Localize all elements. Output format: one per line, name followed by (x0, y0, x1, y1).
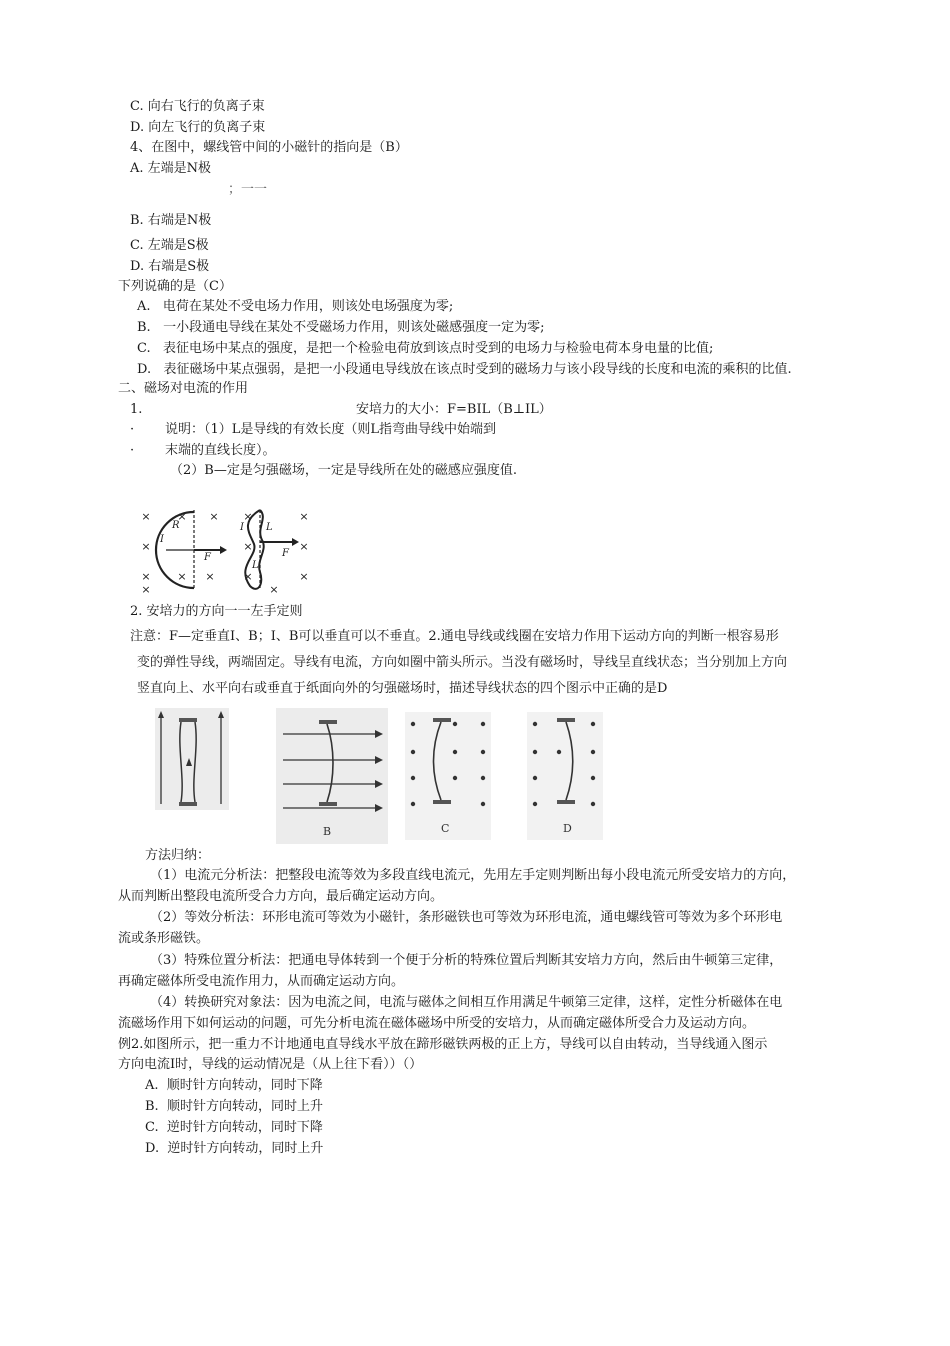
method1-line1: （1）电流元分析法：把整段电流等效为多段直线电流元，先用左手定则判断出每小段电流元所受安培力的方向， (150, 868, 796, 883)
q4-stem: 4、在图中，螺线管中间的小磁针的指向是（B） (130, 140, 408, 155)
field-cross-mark: × (243, 570, 253, 583)
note3-line2: 变的弹性导线，两端固定。导线有电流，方向如圈中箭头所示。当没有磁场时，导线呈直线状态；当分别加上方向 (137, 655, 788, 670)
q5-option-b: B. 一小段通电导线在某处不受磁场力作用，则该处磁感强度一定为零; (137, 320, 545, 335)
label-i: I (240, 522, 244, 533)
field-cross-mark: × (299, 510, 309, 523)
method2-line1: （2）等效分析法：环形电流可等效为小磁针，条形磁铁也可等效为环形电流，通电螺线管可等效为多个环形电 (150, 910, 783, 925)
section-title: 二、磁场对电流的作用 (118, 381, 249, 396)
diagram-d (527, 712, 603, 840)
label-l: L (266, 522, 273, 533)
q5-option-d: D. 表征磁场中某点强弱，是把一小段通电导线放在该点时受到的磁场力与该小段导线的长度和电流的乘积的比值. (137, 362, 792, 377)
diagram-b (276, 708, 388, 844)
ampere-force-formula: 安培力的大小：F=BIL（B⊥IL） (356, 402, 552, 417)
label-f: F (204, 552, 211, 563)
field-cross-mark: × (141, 583, 151, 596)
note3-line1: 注意：F—定垂直I、B；I、B可以垂直可以不垂直。2.通电导线或线圈在安培力作用下运动方向的判断一根容易形 (130, 629, 779, 644)
q4-option-c: C. 左端是S极 (130, 238, 209, 253)
force-arrow-head-2 (292, 538, 299, 546)
item1-number: 1. (130, 402, 143, 417)
q5-option-a: A. 电荷在某处不受电场力作用，则该处电场强度为零; (137, 299, 454, 314)
force-arrow-head-1 (220, 546, 227, 554)
wire-states-figure (155, 708, 605, 846)
diagram-c (405, 712, 491, 840)
label-d: D (563, 822, 572, 835)
example2-option-a: A. 顺时针方向转动，同时下降 (145, 1078, 323, 1093)
example2-option-c: C. 逆时针方向转动，同时下降 (145, 1120, 323, 1135)
field-cross-mark: × (141, 510, 151, 523)
q3-option-d: D. 向左飞行的负离子束 (130, 120, 266, 135)
method4-line2: 流磁场作用下如何运动的问题，可先分析电流在磁体磁场中所受的安培力，从而确定磁体所受合力及运动方向。 (118, 1016, 756, 1031)
q5-option-c: C. 表征电场中某点的强度，是把一个检验电荷放到该点时受到的电场力与检验电荷本身电量的比值; (137, 341, 714, 356)
field-cross-mark: × (243, 510, 253, 523)
label-b: B (323, 825, 332, 838)
note1-line2: 末端的直线长度）。 (165, 443, 276, 458)
field-cross-mark: × (177, 570, 187, 583)
field-cross-mark: × (299, 540, 309, 553)
example2-stem-line1: 例2.如图所示，把一重力不计地通电直导线水平放在蹄形磁铁两极的正上方，导线可以自由转动，当导线通入图示 (118, 1037, 768, 1052)
field-cross-mark: × (269, 583, 279, 596)
note2: （2）B—定是匀强磁场，一定是导线所在处的磁感应强度值. (170, 463, 517, 478)
field-cross-mark: × (177, 510, 187, 523)
q4-option-d: D. 右端是S极 (130, 259, 210, 274)
label-l: L (252, 560, 259, 571)
methods-title: 方法归纳： (145, 848, 211, 863)
curved-wire-figure (132, 500, 317, 596)
example2-option-b: B. 顺时针方向转动，同时上升 (145, 1099, 323, 1114)
label-c: C (441, 822, 450, 835)
field-cross-mark: × (141, 540, 151, 553)
q5-stem: 下列说确的是（C） (118, 279, 232, 294)
q4-option-b: B. 右端是N极 (130, 213, 212, 228)
label-i: I (160, 534, 164, 545)
field-cross-mark: × (205, 570, 215, 583)
label-f: F (282, 548, 289, 559)
note1-line1: 说明：（1）L是导线的有效长度（则L指弯曲导线中始端到 (165, 422, 497, 437)
q4-figure-artifact: ；一一 (228, 182, 268, 197)
example2-stem-line2: 方向电流I时，导线的运动情况是（从上往下看））（） (118, 1057, 423, 1072)
label-r: R (172, 520, 180, 531)
bullet-1: · (130, 422, 135, 437)
field-cross-mark: × (209, 510, 219, 523)
method1-line2: 从而判断出整段电流所受合力方向，最后确定运动方向。 (118, 889, 444, 904)
q3-option-c: C. 向右飞行的负离子束 (130, 99, 265, 114)
field-cross-mark: × (141, 570, 151, 583)
q4-option-a: A. 左端是N极 (130, 161, 212, 176)
field-cross-mark: × (299, 570, 309, 583)
field-cross-mark: × (243, 540, 253, 553)
note3-line3: 竖直向上、水平向右或垂直于纸面向外的匀强磁场时，描述导线状态的四个图示中正确的是D (137, 681, 668, 696)
method4-line1: （4）转换研究对象法：因为电流之间，电流与磁体之间相互作用满足牛顿第三定律，这样，定性分析磁体在电 (150, 995, 783, 1010)
example2-option-d: D. 逆时针方向转动，同时上升 (145, 1141, 324, 1156)
method3-line1: （3）特殊位置分析法：把通电导体转到一个便于分析的特殊位置后判断其安培力方向，然后由牛顿第三定律， (150, 953, 783, 968)
method3-line2: 再确定磁体所受电流作用力，从而确定运动方向。 (118, 974, 405, 989)
item2: 2. 安培力的方向一一左手定则 (130, 604, 303, 619)
method2-line2: 流或条形磁铁。 (118, 931, 210, 946)
bullet-2: · (130, 443, 135, 458)
diagram-a (155, 708, 229, 810)
